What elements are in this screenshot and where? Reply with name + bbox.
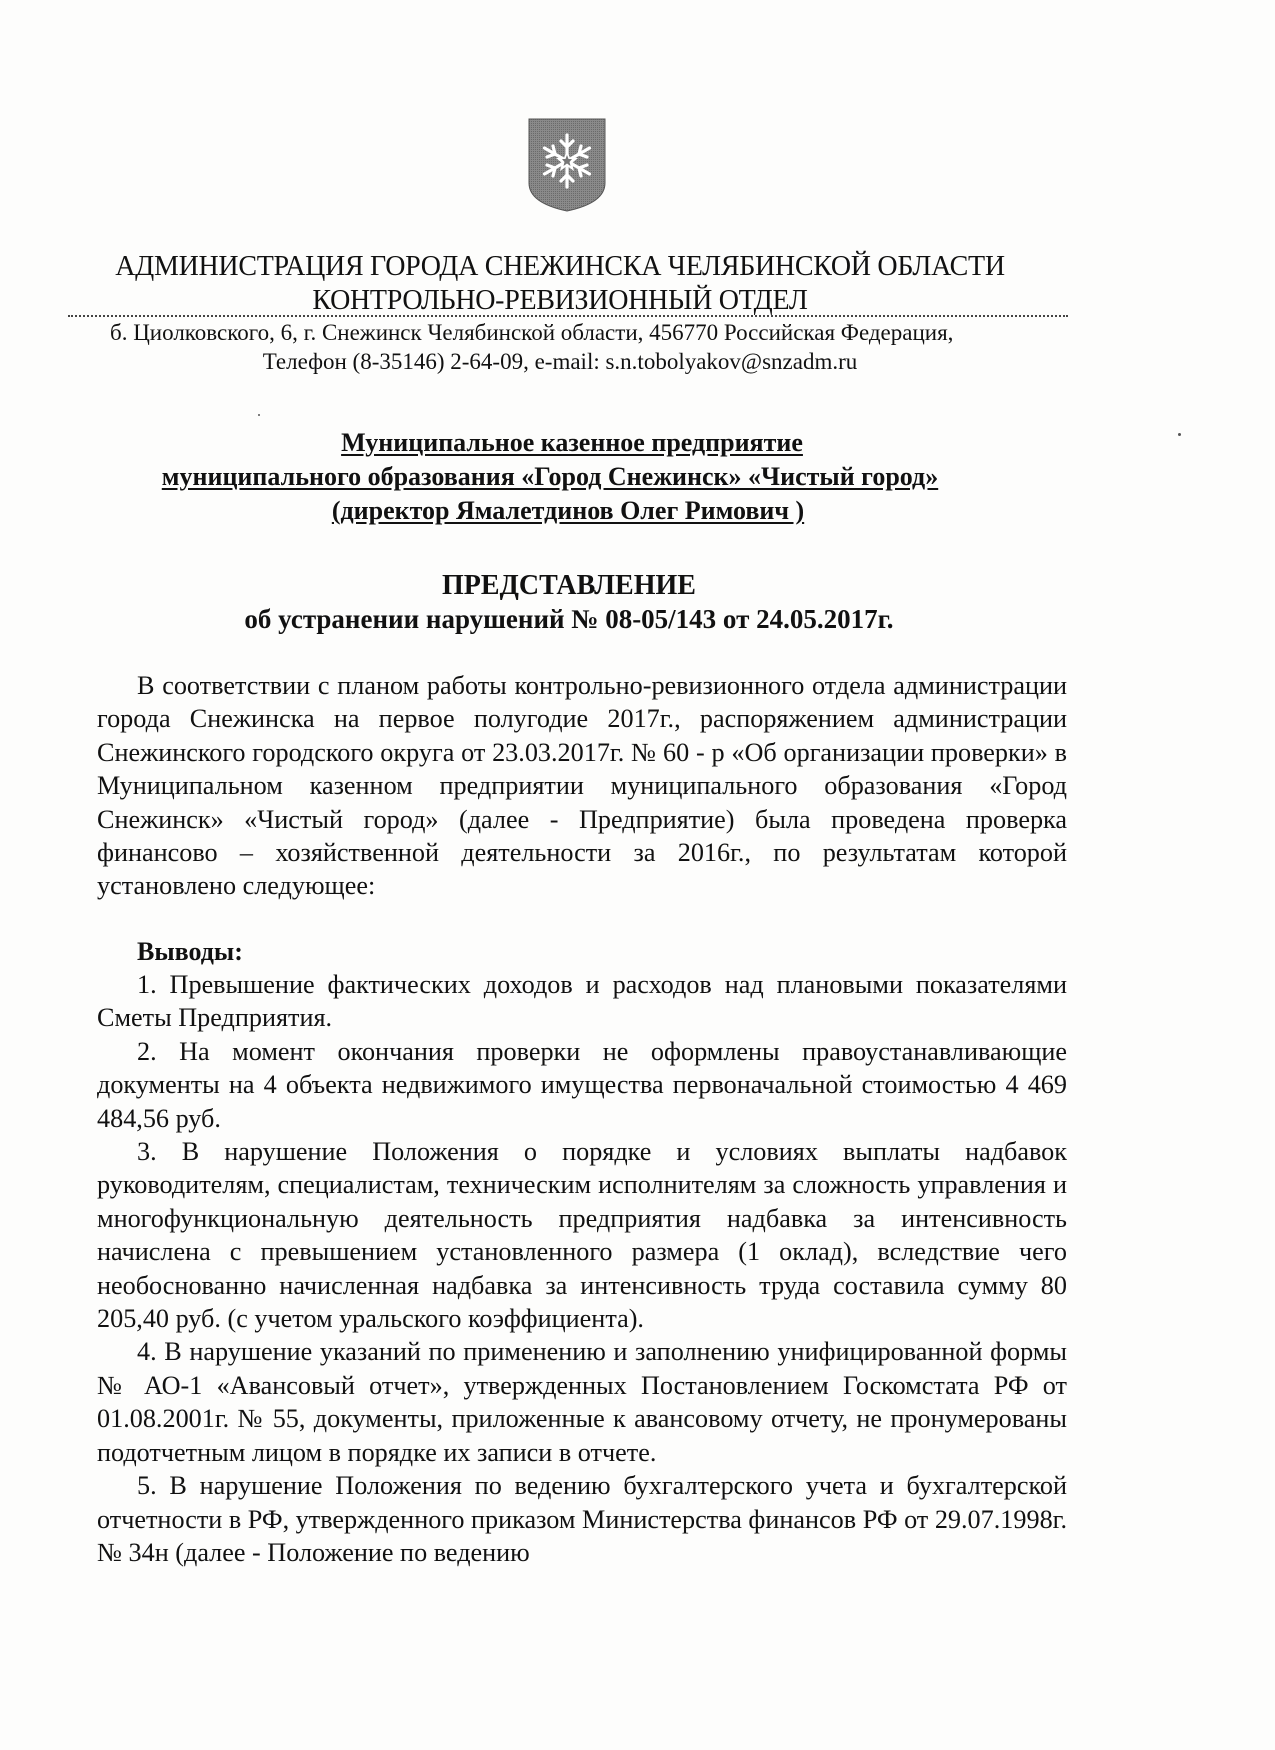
- conclusion-item: 5. В нарушение Положения по ведению бухгалтерского учета и бухгалтерской отчетности в РФ, утвержденного приказом Министерства финансов РФ от 29.07.1998г. № 34н (далее - Положение по ведению: [97, 1471, 1067, 1567]
- document-subtitle: об устранении нарушений № 08-05/143 от 24.05.2017г.: [244, 604, 894, 634]
- recipient-line1: Муниципальное казенное предприятие: [341, 428, 803, 457]
- recipient-line3: (директор Ямалетдинов Олег Римович ): [331, 496, 805, 525]
- conclusions-list: [97, 968, 1067, 1569]
- conclusion-item: 4. В нарушение указаний по применению и заполнению унифицированной формы № АО-1 «Авансовый отчет», утвержденных Постановлением Госкомстата РФ от 01.08.2001г. № 55, документы, приложенные к авансовому отчету, не пронумерованы подотчетным лицом в порядке их записи в отчете.: [97, 1337, 1067, 1467]
- address-line: б. Циолковского, 6, г. Снежинск Челябинской области, 456770 Российская Федерация,: [110, 320, 954, 345]
- recipient-line2: муниципального образования «Город Снежинск» «Чистый город»: [161, 462, 939, 491]
- conclusion-item: 3. В нарушение Положения о порядке и условиях выплаты надбавок руководителям, специалистам, техническим исполнителям за сложность управления и многофункциональную деятельность предприятия надбавка за интенсивность начислена с превышением установленного размера (1 оклад), вследствие чего необоснованно начисленная надбавка за интенсивность труда составила сумму 80 205,40 руб. (с учетом уральского коэффициента).: [97, 1137, 1067, 1334]
- conclusion-item: 1. Превышение фактических доходов и расходов над плановыми показателями Сметы Предприятия.: [97, 970, 1067, 1033]
- scan-speck: [1178, 433, 1181, 436]
- header-divider: [68, 315, 1068, 317]
- intro-paragraph: В соответствии с планом работы контрольно-ревизионного отдела администрации города Снежинска на первое полугодие 2017г., распоряжением администрации Снежинского городского округа от 23.03.2017г. № 60 - р «Об организации проверки» в Муниципальном казенном предприятии муниципального образования «Город Снежинск» «Чистый город» (далее - Предприятие) была проведена проверка финансово – хозяйственной деятельности за 2016г., по результатам которой установлено следующее:: [97, 671, 1067, 901]
- document-title: ПРЕДСТАВЛЕНИЕ: [442, 570, 696, 601]
- conclusion-item: 2. На момент окончания проверки не оформлены правоустанавливающие документы на 4 объекта недвижимого имущества первоначальной стоимостью 4 469 484,56 руб.: [97, 1036, 1067, 1133]
- snowflake-coat-of-arms-icon: [527, 117, 607, 213]
- intro-section: [97, 669, 1067, 903]
- conclusions-heading: Выводы:: [137, 937, 243, 966]
- org-title-line1: АДМИНИСТРАЦИЯ ГОРОДА СНЕЖИНСКА ЧЕЛЯБИНСКОЙ ОБЛАСТИ: [115, 251, 1005, 282]
- contact-line: Телефон (8-35146) 2-64-09, e-mail: s.n.tobolyakov@snzadm.ru: [262, 349, 858, 374]
- scan-speck: [258, 414, 260, 416]
- org-title-line2: КОНТРОЛЬНО-РЕВИЗИОННЫЙ ОТДЕЛ: [312, 285, 808, 316]
